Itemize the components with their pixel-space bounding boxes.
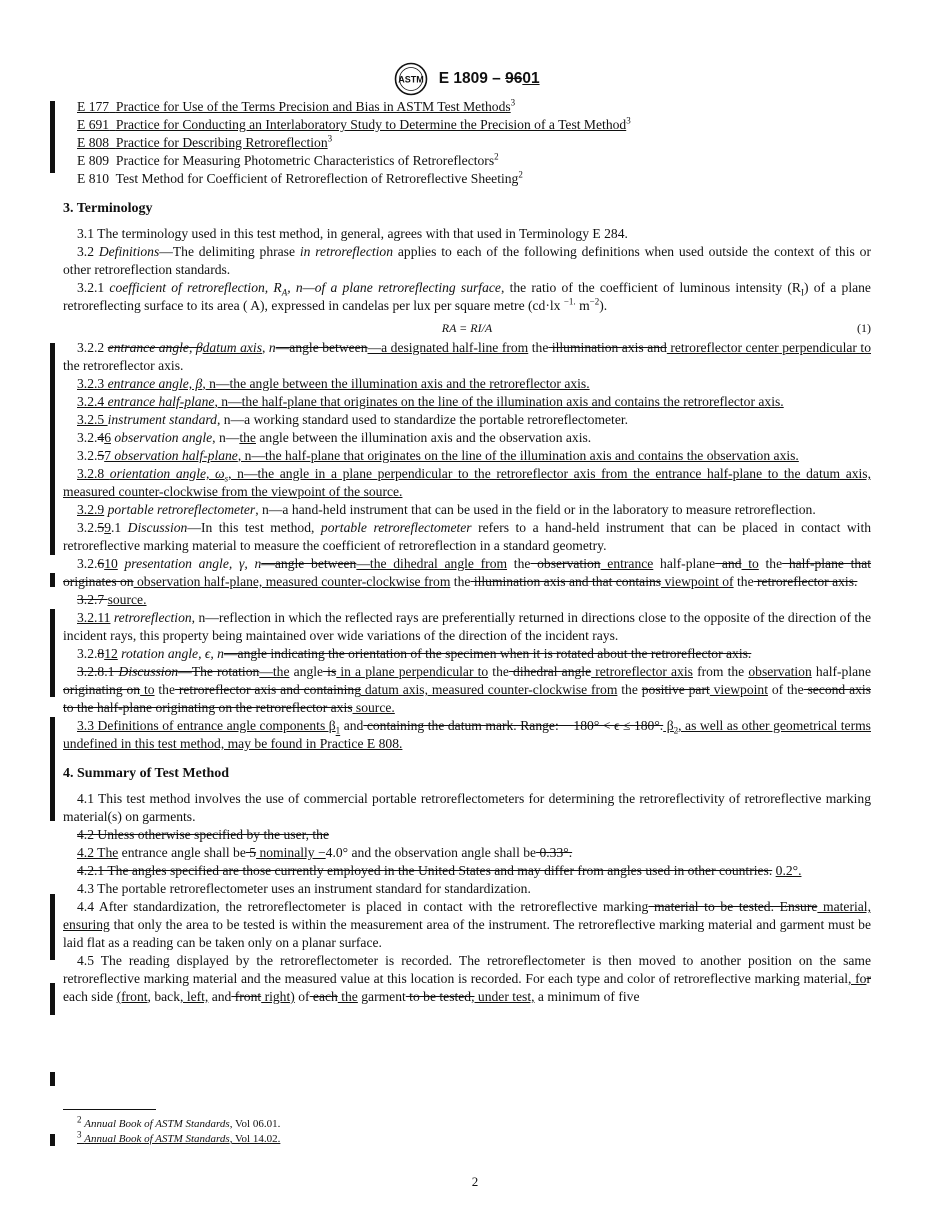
paragraph: 4.2 Unless otherwise specified by the user, the [77,827,330,842]
paragraph: 3.1 The terminology used in this test method, in general, agrees with that used in Terminology E 284. [77,226,628,241]
paragraph: 3.3 Definitions of entrance angle components $\beta_1$ and containing the datum mark. Range: − 180° < ϵ ≤ 180°. $\beta_2$, as well as other geometrical terms undefined in this test method, may be found in Practice E 808. [63,718,871,751]
equation: RA = RI/A (1) [441,321,871,335]
paragraph: 4.2.1 The angles specified are those currently employed in the United States and may differ from angles used in other countries. 0.2°. [77,863,802,878]
change-bar [50,717,55,821]
paragraph: 4.2 The entrance angle shall be 5 nominally −4.0° and the observation angle shall be 0.33°. [77,845,573,860]
paragraph: 3.2.59.1 Discussion—In this test method, portable retroreflectometer refers to a hand-held instrument that can be placed in contact with retroreflective marking material to measure the coefficient of retroreflection in a standard geometry. [63,520,872,553]
reference-item: E 808 Practice for Describing Retroreflection$^3$ [77,133,333,150]
page-number: 2 [471,1174,479,1189]
section-heading: 4. Summary of Test Method [63,766,230,781]
paragraph: 3.2.5 instrument standard, n—a working standard used to standardize the portable retroreflectometer. [77,412,629,427]
change-bar [50,609,55,697]
change-bar [50,894,55,960]
change-bar [50,573,55,587]
paragraph: 3.2.46 observation angle, n—the angle between the illumination axis and the observation axis. [77,430,592,445]
paragraph: 4.5 The reading displayed by the retroreflectometer is recorded. The retroreflectometer is then moved to another position on the same retroreflective marking material and the measured value at this location is recorded. For each type and color of retroreflective marking material, for each side (front, back, left, and front right) of each the garment to be tested, under test, a minimum of five [63,953,871,1004]
svg-text:ASTM: ASTM [398,74,425,85]
paragraph: 3.2.8 orientation angle, $\omega_s$, n—the angle in a plane perpendicular to the retroreflector axis from the entrance half-plane to the datum axis, measured counter-clockwise from the viewpoint of the source. [63,466,871,499]
paragraph: 3.2.1 coefficient of retroreflection, $R_A$, n—of a plane retroreflecting surface, the ratio of the coefficient of luminous intensity $(R_I)$ of a plane retroreflecting surface to its area ( A), expressed in candelas per lux per square metre (cd·lx $^{-1.}$ $m^{-2}$). [63,280,871,313]
reference-item: E 691 Practice for Conducting an Interlaboratory Study to Determine the Precision of a Test Method$^3$ [77,115,631,132]
paragraph: 3.2.57 observation half-plane, n—the half-plane that originates on the line of the illumination axis and contains the observation axis. [77,448,799,463]
change-bar [50,343,55,555]
change-bar [50,101,55,173]
paragraph: 3.2.4 entrance half-plane, n—the half-plane that originates on the line of the illumination axis and contains the retroreflector axis. [77,394,784,409]
reference-item: E 177 Practice for Use of the Terms Precision and Bias in ASTM Test Methods$^3$ [77,97,516,114]
paragraph: 3.2.7 source. [77,592,147,607]
footnote: $^2$ Annual Book of ASTM Standards, Vol 06.01. [77,1114,281,1130]
paragraph: 3.2.610 presentation angle, γ, n—angle between—the dihedral angle from the observation entrance half-plane and to the half-plane that originates on observation half-plane, measured counter-clockwise from the illumination axis and that contains viewpoint of the retroreflector axis. [63,556,872,589]
footnote-divider [63,1109,156,1110]
paragraph: 4.1 This test method involves the use of commercial portable retroreflectometers for determining the retroreflectivity of retroreflective marking material(s) on garments. [63,791,871,824]
paragraph: 3.2.2 entrance angle, βdatum axis, n—angle between—a designated half-line from the illumination axis and retroreflector center perpendicular to the retroreflector axis. [63,340,872,373]
reference-item: E 809 Practice for Measuring Photometric Characteristics of Retroreflectors$^2$ [77,151,499,168]
paragraph: 3.2.8.1 Discussion—The rotation—the angle is in a plane perpendicular to the dihedral angle retroreflector axis from the observation half-plane originating on to the retroreflector axis and containing datum axis, measured counter-clockwise from the positive part viewpoint of the second axis to the half-plane originating on the retroreflector axis source. [63,664,871,715]
page-header [63,62,871,96]
designation: E 1809 – 9601 [438,70,540,87]
change-bar [50,983,55,1015]
reference-item: E 810 Test Method for Coefficient of Retroreflection of Retroreflective Sheeting$^2$ [77,169,523,186]
document-body [63,98,871,1006]
paragraph: 3.2.9 portable retroreflectometer, n—a hand-held instrument that can be used in the field or in the laboratory to measure retroreflection. [77,502,816,517]
paragraph: 4.3 The portable retroreflectometer uses an instrument standard for standardization. [77,881,531,896]
paragraph: 3.2.812 rotation angle, ϵ, n—angle indicating the orientation of the specimen when it is rotated about the retroreflector axis. [77,646,752,661]
astm-logo-icon [394,62,428,96]
paragraph: 4.4 After standardization, the retroreflectometer is placed in contact with the retroreflective marking material to be tested. Ensure material, ensuring that only the area to be tested is within the measurement area of the instrument. The retroreflective marking material and garment must be laid flat as a reading can be taken only on a planar surface. [63,899,871,950]
paragraph: 3.2 Definitions—The delimiting phrase in retroreflection applies to each of the following definitions when used outside the context of this or other retroreflection standards. [63,244,871,277]
paragraph: 3.2.11 retroreflection, n—reflection in which the reflected rays are preferentially returned in directions close to the opposite of the direction of the incident rays, this property being maintained over wide variations of the direction of the incident rays. [63,610,871,643]
footnote: $^3$ Annual Book of ASTM Standards, Vol 14.02. [77,1129,281,1145]
section-heading: 3. Terminology [63,201,153,216]
change-bar [50,1072,55,1086]
paragraph: 3.2.3 entrance angle, β, n—the angle between the illumination axis and the retroreflector axis. [77,376,590,391]
change-bar [50,1134,55,1146]
